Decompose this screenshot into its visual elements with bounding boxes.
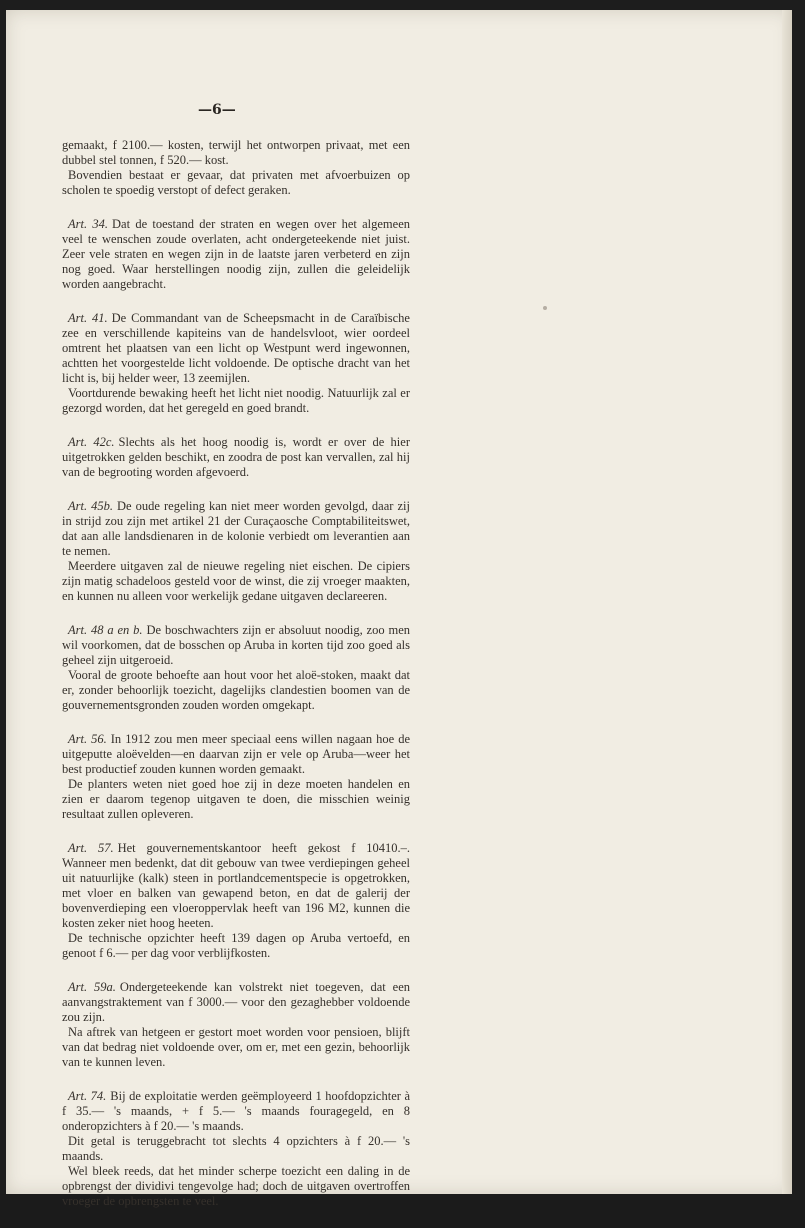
article-paragraph: De Commandant van de Scheepsmacht in de Caraïbische zee en verschillende kapiteins van de handelsvloot, wier oordeel omtrent het plaatsen van een licht op Westpunt werd ingewonnen, achtten het voorgestelde licht voldoende. De optische dracht van het licht is, bij helder weer, 13 zeemijlen. [62, 311, 410, 385]
intro-block [62, 138, 410, 198]
article-paragraph: Bij de exploitatie werden geëmployeerd 1 hoofdopzichter à f 35.— 's maands, + f 5.— 's maands fouragegeld, en 8 onderopzichters à f 20.— 's maands. [62, 1089, 410, 1133]
article-paragraph: De planters weten niet goed hoe zij in deze moeten handelen en zien er daarom tegenop uitgaven te doen, die misschien weinig resultaat zullen opleveren. [62, 777, 410, 821]
article-74 [62, 1089, 410, 1209]
page-number: —6— [198, 102, 236, 118]
article-paragraph: De technische opzichter heeft 139 dagen op Aruba vertoefd, en genoot f 6.— per dag voor verblijfkosten. [62, 931, 410, 960]
document-page [6, 10, 792, 1208]
article-paragraph: Vooral de groote behoefte aan hout voor het aloë-stoken, maakt dat er, zonder behoorlijk toezicht, dagelijks clandestien boomen van de gouvernementsgronden zouden worden omgekapt. [62, 668, 410, 712]
article-paragraph: De boschwachters zijn er absoluut noodig, zoo men wil voorkomen, dat de bosschen op Aruba in korten tijd zoo goed als geheel zijn uitgeroeid. [62, 623, 410, 667]
article-label: Art. 57. [68, 841, 114, 855]
article-label: Art. 59a. [68, 980, 116, 994]
article-45b [62, 499, 410, 604]
article-42c [62, 435, 410, 480]
article-paragraph: Voortdurende bewaking heeft het licht niet noodig. Natuurlijk zal er gezorgd worden, dat het geregeld en goed brandt. [62, 386, 410, 415]
document-body [62, 138, 410, 1228]
article-paragraph: Meerdere uitgaven zal de nieuwe regeling niet eischen. De cipiers zijn matig schadeloos gesteld voor de winst, die zij vroeger maakten, en kunnen nu alleen voor werkelijk gedane uitgaven declareeren. [62, 559, 410, 603]
article-label: Art. 34. [68, 217, 108, 231]
article-paragraph: Slechts als het hoog noodig is, wordt er over de hier uitgetrokken gelden beschikt, en zoodra de post kan vervallen, zal hij van de begrooting worden afgevoerd. [62, 435, 410, 479]
article-label: Art. 48 a en b. [68, 623, 143, 637]
article-paragraph: De oude regeling kan niet meer worden gevolgd, daar zij in strijd zou zijn met artikel 21 der Curaçaosche Comptabiliteitswet, dat aan alle landsdienaren in de kolonie verbiedt om leverantien aan te nemen. [62, 499, 410, 558]
intro-paragraph-1: gemaakt, f 2100.— kosten, terwijl het ontworpen privaat, met een dubbel stel tonnen, f 520.— kost. [62, 138, 410, 167]
article-label: Art. 42c. [68, 435, 115, 449]
article-paragraph: Het gouvernementskantoor heeft gekost f 10410.–. Wanneer men bedenkt, dat dit gebouw van twee verdiepingen geheel uit natuurlijke (kalk) steen in portlandcementspecie is opgetrokken, met vloer en balken van gewapend beton, en dat de galerij der bovenverdieping een vloeroppervlak heeft van 196 M2, kunnen die kosten zeker niet hoog heeten. [62, 841, 410, 930]
article-paragraph: In 1912 zou men meer speciaal eens willen nagaan hoe de uitgeputte aloëvelden—en daarvan zijn er vele op Aruba—weer het best productief zouden kunnen worden gemaakt. [62, 732, 410, 776]
article-paragraph: Dat de toestand der straten en wegen over het algemeen veel te wenschen zoude overlaten, acht ondergeteekende niet juist. Zeer vele straten en wegen zijn in de laatste jaren verbeterd en zijn nog goed. Waar herstellingen noodig zijn, zullen die geleidelijk worden aangebracht. [62, 217, 410, 291]
article-41 [62, 311, 410, 416]
article-48ab [62, 623, 410, 713]
page-edge [782, 10, 792, 1194]
article-34 [62, 217, 410, 292]
article-label: Art. 41. [68, 311, 108, 325]
article-paragraph: Dit getal is teruggebracht tot slechts 4 opzichters à f 20.— 's maands. [62, 1134, 410, 1163]
article-paragraph: Na aftrek van hetgeen er gestort moet worden voor pensioen, blijft van dat bedrag niet voldoende over, om er, met een gezin, behoorlijk van te kunnen leven. [62, 1025, 410, 1069]
article-59a [62, 980, 410, 1070]
article-label: Art. 74. [68, 1089, 107, 1103]
paper-speck [543, 306, 547, 310]
article-label: Art. 45b. [68, 499, 114, 513]
article-56 [62, 732, 410, 822]
article-paragraph: Wel bleek reeds, dat het minder scherpe toezicht een daling in de opbrengst der dividivi tengevolge had; doch de uitgaven overtroffen vroeger de opbrengsten te veel. [62, 1164, 410, 1208]
article-57 [62, 841, 410, 961]
article-label: Art. 56. [68, 732, 107, 746]
article-paragraph: Ondergeteekende kan volstrekt niet toegeven, dat een aanvangstraktement van f 3000.— voor den gezaghebber voldoende zou zijn. [62, 980, 410, 1024]
intro-paragraph-2: Bovendien bestaat er gevaar, dat privaten met afvoerbuizen op scholen te spoedig verstopt of defect geraken. [62, 168, 410, 197]
